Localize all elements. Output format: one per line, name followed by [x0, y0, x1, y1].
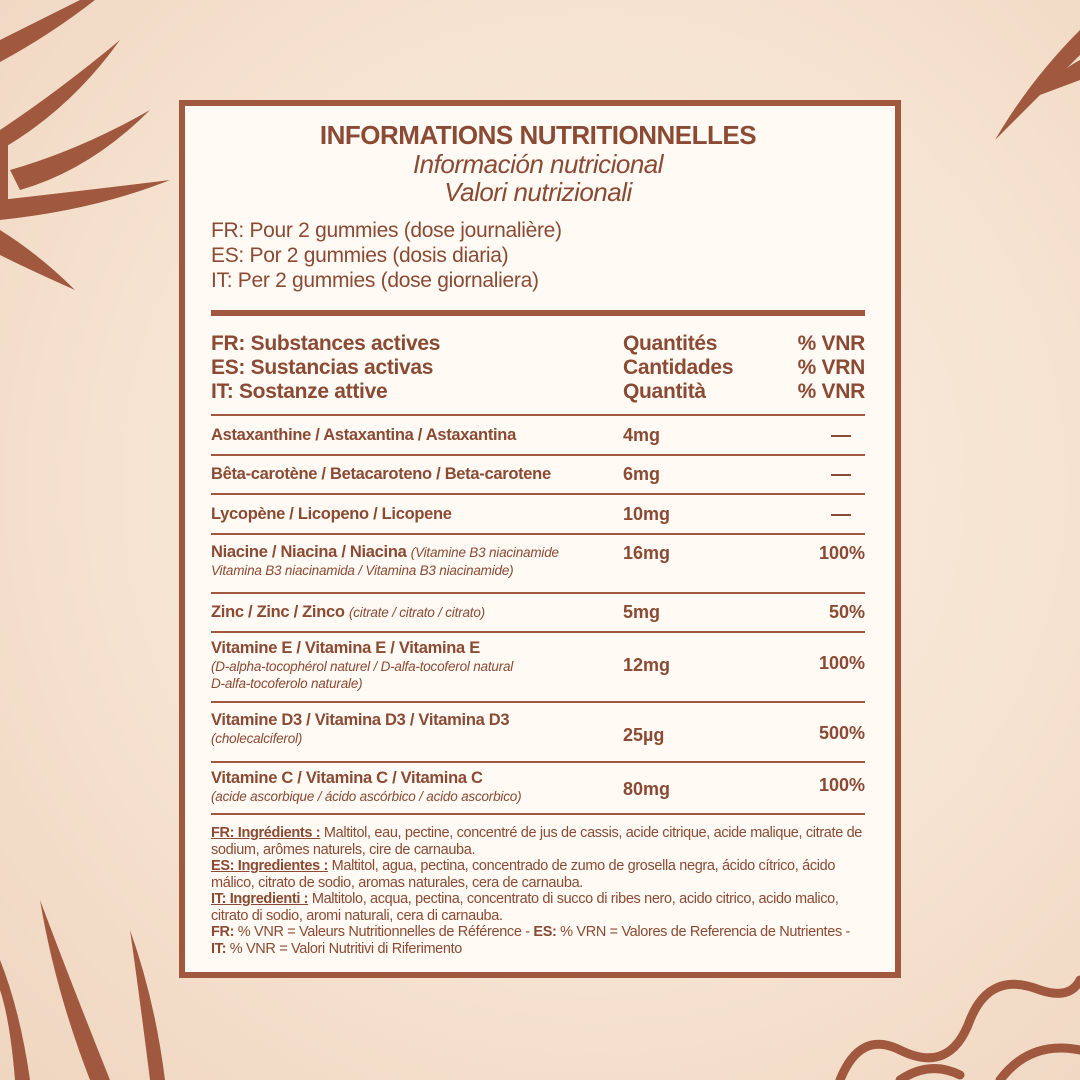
- dash-icon: [831, 514, 851, 516]
- nutrition-panel: [179, 100, 901, 978]
- title-es: Información nutricional: [412, 149, 664, 179]
- row-name: Bêta-carotène / Betacaroteno / Beta-carotene: [211, 465, 551, 483]
- dose-es: ES: Por 2 gummies (dosis diaria): [211, 244, 509, 267]
- table-row: [211, 592, 865, 631]
- row-qty: 12mg: [623, 655, 671, 675]
- row-nrv: [768, 425, 865, 446]
- row-qty: 80mg: [623, 779, 671, 799]
- row-nrv: 100%: [818, 775, 865, 795]
- row-name: Vitamine C / Vitamina C / Vitamina C: [211, 769, 483, 787]
- table-row: [211, 761, 865, 813]
- row-name: Vitamine E / Vitamina E / Vitamina E: [211, 639, 480, 657]
- table-row: [211, 701, 865, 761]
- header-substance: FR: Substances actives ES: Sustancias activas IT: Sostanze attive: [211, 332, 441, 403]
- row-qty: 6mg: [623, 464, 661, 484]
- row-name-block: [211, 543, 623, 592]
- nrv-legend: FR: % VNR = Valeurs Nutritionnelles de Référence - ES: % VRN = Valores de Referencia de Nutrientes - IT: % VNR = Valori Nutritivi di Riferimento: [211, 924, 851, 957]
- row-nrv: [768, 464, 865, 485]
- row-qty: 5mg: [623, 602, 661, 622]
- title-fr: INFORMATIONS NUTRITIONNELLES: [319, 120, 757, 150]
- row-nrv: 50%: [828, 602, 865, 622]
- ingredients-block: [211, 825, 865, 957]
- table-header: [211, 316, 865, 414]
- row-name-block: [211, 639, 623, 701]
- header-quantity: Quantités Cantidades Quantità: [623, 332, 734, 403]
- header-nrv: % VNR % VRN % VNR: [797, 332, 865, 403]
- row-name: Niacine / Niacina / Niacina: [211, 543, 407, 561]
- title-block: [211, 120, 865, 206]
- row-qty: 10mg: [623, 503, 671, 524]
- table-row: [211, 631, 865, 701]
- table-row: [211, 454, 865, 493]
- dose-block: [211, 218, 865, 293]
- row-detail: (D-alpha-tocophérol naturel / D-alfa-tocoferol natural: [211, 659, 514, 674]
- table-row: [211, 493, 865, 533]
- row-detail: Vitamina B3 niacinamida / Vitamina B3 niacinamide): [211, 563, 514, 578]
- row-name: Astaxanthine / Astaxantina / Astaxantina: [211, 425, 516, 444]
- row-nrv: 100%: [818, 653, 865, 673]
- row-nrv: 100%: [818, 543, 865, 563]
- row-detail: (acide ascorbique / ácido ascórbico / acido ascorbico): [211, 789, 522, 804]
- row-qty: 16mg: [623, 543, 671, 563]
- row-nrv: 500%: [818, 723, 865, 743]
- row-name-block: [211, 603, 623, 622]
- row-name: Vitamine D3 / Vitamina D3 / Vitamina D3: [211, 711, 510, 729]
- row-detail: (cholecalciferol): [211, 731, 303, 746]
- title-it: Valori nutrizionali: [444, 177, 632, 207]
- ingredients-fr: FR: Ingrédients : Maltitol, eau, pectine, concentré de jus de cassis, acide citrique, acide malique, citrate de sodium, arômes naturels, cire de carnauba.: [211, 825, 863, 858]
- row-qty: 25µg: [623, 725, 665, 745]
- table-row: [211, 533, 865, 592]
- table-bottom-divider: [211, 813, 865, 815]
- row-name-block: [211, 769, 623, 813]
- dash-icon: [831, 474, 851, 476]
- row-detail-inline: (Vitamine B3 niacinamide: [410, 545, 559, 560]
- row-qty: 4mg: [623, 424, 661, 445]
- ingredients-es: ES: Ingredientes : Maltitol, agua, pectina, concentrado de zumo de grosella negra, ácido cítrico, ácido málico, citrato de sodio, aromas naturales, cera de carnauba.: [211, 858, 836, 891]
- dose-it: IT: Per 2 gummies (dose giornaliera): [211, 269, 539, 292]
- row-name: Zinc / Zinc / Zinco: [211, 603, 345, 621]
- dash-icon: [831, 435, 851, 437]
- row-name: Lycopène / Licopeno / Licopene: [211, 504, 452, 523]
- table-row: [211, 414, 865, 454]
- dose-fr: FR: Pour 2 gummies (dose journalière): [211, 219, 562, 242]
- row-detail-2: D-alfa-tocoferolo naturale): [211, 676, 363, 691]
- ingredients-it: IT: Ingredienti : Maltitolo, acqua, pectina, concentrato di succo di ribes nero, acido citrico, acido malico, citrato di sodio, aromi naturali, cera di carnauba.: [211, 891, 839, 924]
- row-name-block: [211, 711, 623, 761]
- row-detail-inline: (citrate / citrato / citrato): [348, 605, 485, 620]
- row-nrv: [768, 504, 865, 525]
